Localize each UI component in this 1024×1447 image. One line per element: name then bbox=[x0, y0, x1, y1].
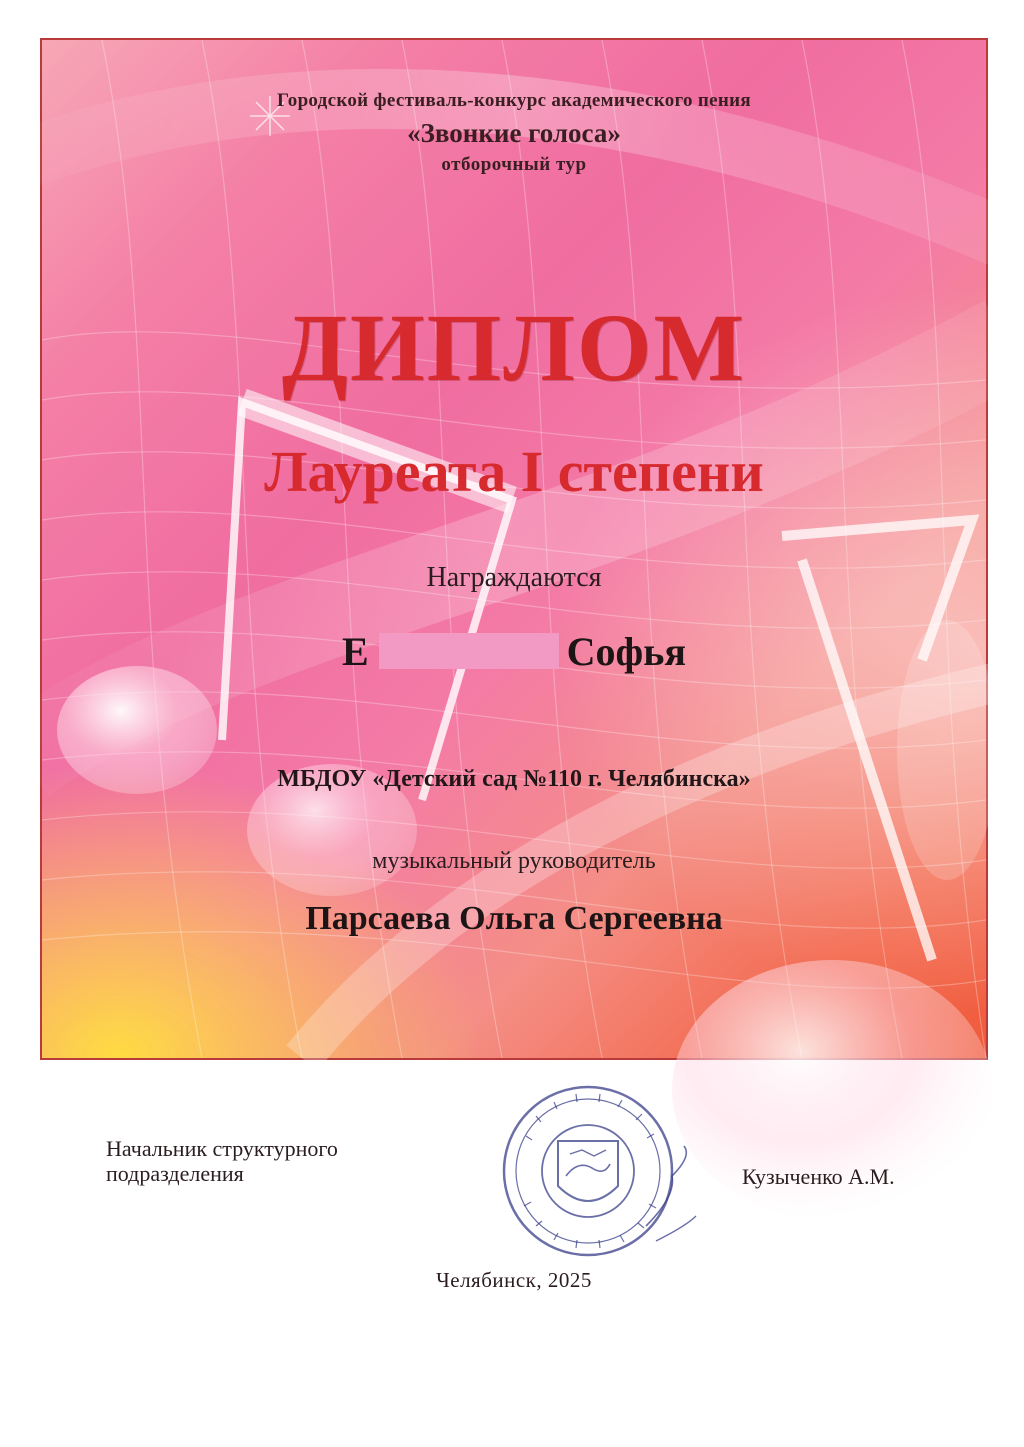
signatory-title-line1: Начальник структурного bbox=[106, 1136, 338, 1161]
recipient-first-name: Софья bbox=[566, 629, 687, 674]
signatory-title-line2: подразделения bbox=[106, 1161, 244, 1186]
diploma-title: ДИПЛОМ bbox=[281, 294, 747, 401]
festival-stage: отборочный тур bbox=[441, 154, 587, 175]
official-stamp-icon bbox=[496, 1076, 696, 1266]
redacted-surname bbox=[379, 633, 559, 669]
degree-title: Лауреата I степени bbox=[264, 439, 764, 504]
festival-title: «Звонкие голоса» bbox=[407, 118, 621, 148]
organization: МБДОУ «Детский сад №110 г. Челябинска» bbox=[277, 766, 751, 792]
recipient-initial: Е bbox=[341, 629, 369, 674]
signatory-name: Кузыченко А.М. bbox=[742, 1164, 895, 1189]
teacher-name: Парсаева Ольга Сергеевна bbox=[305, 900, 723, 937]
diploma-frame bbox=[40, 38, 988, 1292]
signatory-title bbox=[106, 1136, 338, 1186]
recipient-name bbox=[42, 628, 986, 675]
role-label: музыкальный руководитель bbox=[372, 848, 656, 874]
festival-name: Городской фестиваль-конкурс академического пения bbox=[277, 90, 751, 111]
footer-city-year: Челябинск, 2025 bbox=[436, 1268, 592, 1292]
awarded-label: Награждаются bbox=[426, 562, 602, 593]
